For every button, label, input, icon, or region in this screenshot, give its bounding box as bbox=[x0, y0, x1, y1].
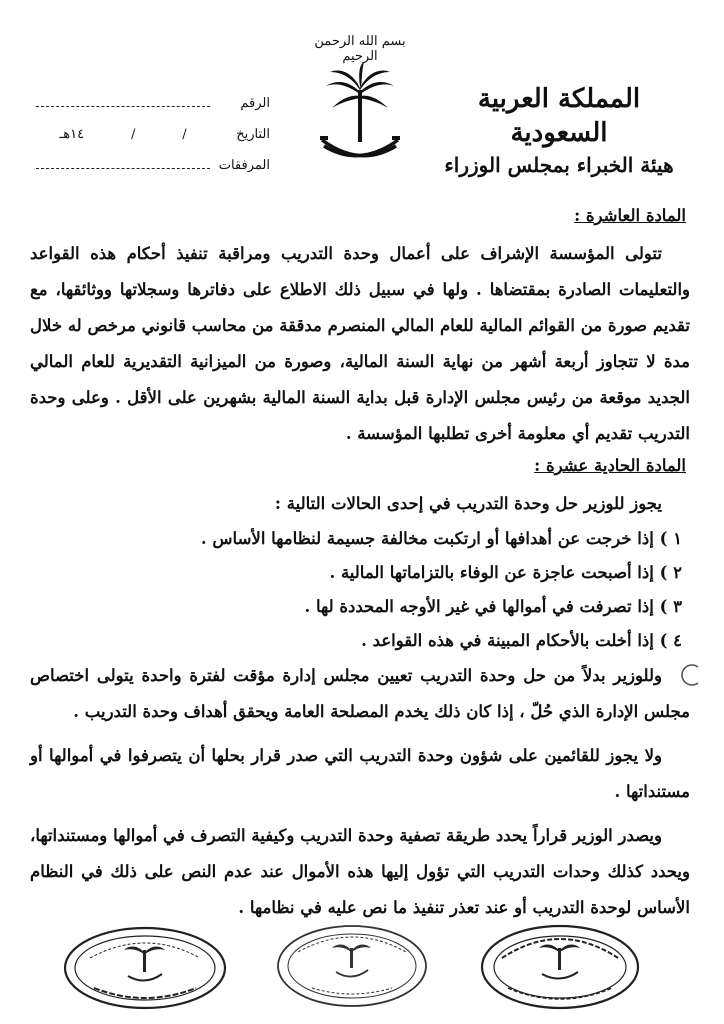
org-name-line2: هيئة الخبراء بمجلس الوزراء bbox=[444, 153, 674, 177]
stamp-emblem-icon bbox=[332, 945, 371, 977]
article-11-heading: المادة الحادية عشرة : bbox=[534, 456, 686, 475]
list-item: ٣ ) إذا تصرفت في أموالها في غير الأوجه المحددة لها . bbox=[304, 597, 682, 616]
reference-label: الرقم bbox=[240, 96, 270, 111]
attachments-line bbox=[36, 156, 210, 169]
palm-swords-emblem-icon bbox=[318, 62, 402, 172]
stamp-left bbox=[60, 922, 230, 1014]
stamp-emblem-icon bbox=[539, 945, 580, 979]
article-10-heading: المادة العاشرة : bbox=[574, 206, 686, 225]
date-row bbox=[30, 111, 270, 142]
stamp-emblem-icon bbox=[124, 947, 165, 981]
attachments-row bbox=[30, 142, 270, 173]
stamps-row bbox=[40, 918, 680, 1018]
article-11-paragraph-4: ويصدر الوزير قراراً يحدد طريقة تصفية وحدة التدريب وكيفية التصرف في أموالها ومستنداتها، ويحدد كذلك وحدات التدريب التي تؤول إليها هذه الأموال عند عدم النص على ذلك في النظام الأساس لوحدة التدريب أو عند تعذر تنفيذ ما نص عليه في نظامها . bbox=[30, 826, 690, 917]
date-label: التاريخ bbox=[236, 127, 270, 142]
article-11-paragraph-2: وللوزير بدلاً من حل وحدة التدريب تعيين مجلس إدارة مؤقت لفترة واحدة يتولى اختصاص مجلس الإدارة الذي حُلّ ، إذا كان ذلك يخدم المصلحة العامة ويحقق أهداف وحدة التدريب . bbox=[30, 666, 690, 721]
punch-hole-mark-icon bbox=[678, 662, 704, 688]
article-11-paragraph-3: ولا يجوز للقائمين على شؤون وحدة التدريب التي صدر قرار بحلها أن يتصرفوا في أموالها أو مستنداتها . bbox=[30, 746, 690, 801]
date-slash: / bbox=[130, 127, 136, 142]
list-item: ٢ ) إذا أصبحت عاجزة عن الوفاء بالتزاماتها المالية . bbox=[329, 563, 682, 582]
reference-block bbox=[30, 80, 270, 173]
stamp-right bbox=[476, 920, 644, 1014]
basmala: بسم الله الرحمن الرحيم bbox=[314, 34, 406, 64]
attachments-label: المرفقات bbox=[218, 158, 270, 173]
organization-title bbox=[434, 82, 684, 180]
reference-row bbox=[30, 80, 270, 111]
stamp-middle bbox=[272, 918, 432, 1014]
date-slash: / bbox=[182, 127, 187, 142]
date-suffix: ١٤هـ bbox=[59, 127, 85, 142]
document-body bbox=[30, 204, 690, 926]
list-item: ١ ) إذا خرجت عن أهدافها أو ارتكبت مخالفة جسيمة لنظامها الأساس . bbox=[200, 529, 682, 548]
article-11-intro: يجوز للوزير حل وحدة التدريب في إحدى الحالات التالية : bbox=[274, 494, 662, 513]
reference-line bbox=[36, 94, 210, 107]
article-10-paragraph: تتولى المؤسسة الإشراف على أعمال وحدة التدريب ومراقبة تنفيذ أحكام هذه القواعد والتعليمات الصادرة بمقتضاها . ولها في سبيل ذلك الاطلاع على دفاترها وسجلاتها ووثائقها، مع تقديم صورة من القوائم المالية للعام المالي المنصرم مدققة من محاسب قانوني مرخص له خلال مدة لا تتجاوز أربعة أشهر من نهاية السنة المالية، وصورة من الميزانية التقديرية للعام المالي الجديد موقعة من رئيس مجلس الإدارة قبل بداية السنة المالية بشهرين على الأقل . وعلى وحدة التدريب تقديم أي معلومة أخرى تطلبها المؤسسة . bbox=[30, 244, 690, 443]
date-fields bbox=[36, 127, 210, 142]
org-name-line1: المملكة العربية السعودية bbox=[477, 84, 641, 148]
list-item: ٤ ) إذا أخلت بالأحكام المبينة في هذه القواعد . bbox=[361, 631, 682, 650]
